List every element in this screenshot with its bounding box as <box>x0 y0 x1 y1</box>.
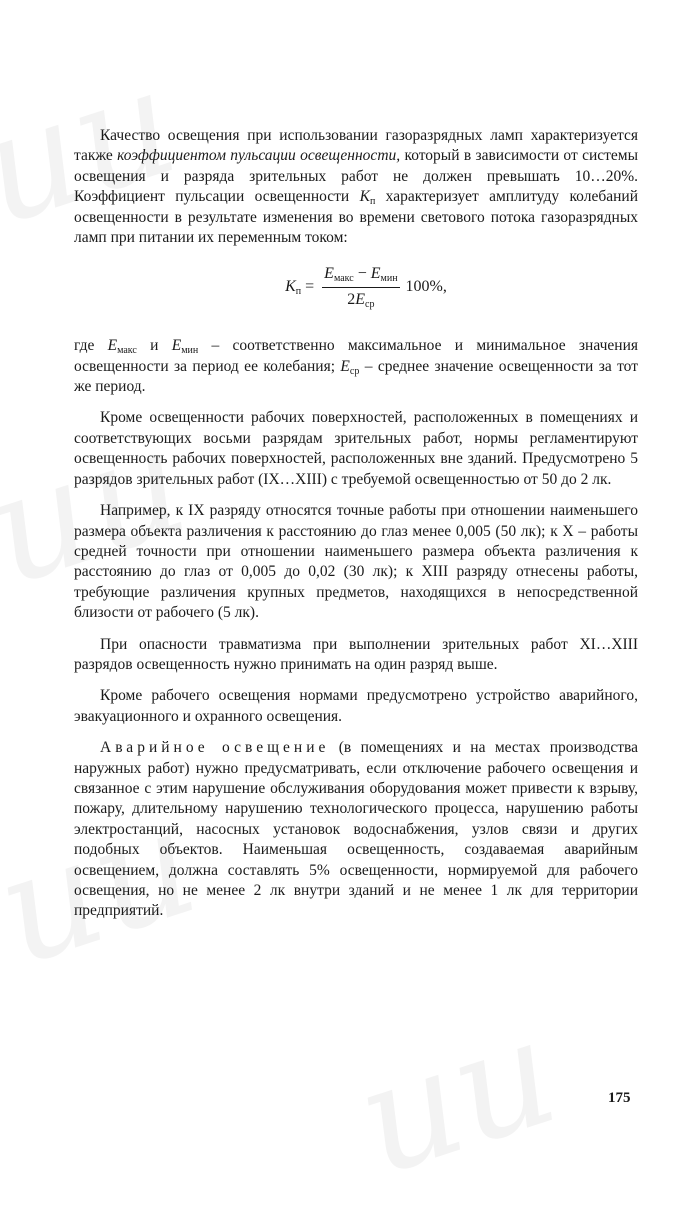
formula-percent: 100%, <box>405 278 447 296</box>
paragraph-lighting-types: Кроме рабочего освещения нормами предусмотрено устройство аварийного, эвакуационного и охранного освещения. <box>74 687 638 725</box>
text: – соответственно максимальное и минимальное значения освещенности за период ее колебания; <box>74 337 638 375</box>
symbol-subscript: мин <box>181 345 199 357</box>
text: (в помещениях и на местах производства наружных работ) нужно предусматривать, если отключение рабочего освещения и связанное с этим нарушение обслуживания оборудования может привести к взрыву, пожару, длительному нарушению технологического процесса, нарушению работы электростанций, насосных установок водоснабжения, узлов связи и других подобных объектов. Наименьшая освещенность, создаваемая аварийным освещением, должна составлять 5% освещенности, нормируемой для рабочего освещения, но не менее 2 лк внутри зданий и не менее 1 лк для территории предприятий. <box>74 739 638 920</box>
formula-subscript: макс <box>333 273 354 285</box>
text: – среднее значение освещенности за тот же период. <box>74 357 638 396</box>
watermark-mark <box>338 984 576 1209</box>
term-pulsation-coefficient: коэффициентом пульсации освещенности, <box>117 147 401 165</box>
page-body <box>74 126 638 922</box>
formula-equals: = <box>301 278 319 296</box>
symbol-subscript: п <box>369 196 376 208</box>
symbol-subscript: макс <box>117 345 137 357</box>
text: характеризует амплитуду колебаний освещенности в результате изменения во времени светового потока газоразрядных ламп при питании их переменным током: <box>74 188 638 247</box>
formula-numerator <box>322 264 399 287</box>
paragraph-pulsation <box>74 126 638 248</box>
formula-e-min: E <box>370 265 381 283</box>
formula-e-max: E <box>324 265 334 283</box>
text: Качество освещения при использовании газоразрядных ламп характеризуется также <box>74 127 638 165</box>
formula-coefficient: 2 <box>347 290 356 308</box>
paragraph-formula-legend <box>74 336 638 397</box>
formula-lhs <box>285 277 301 297</box>
symbol-e: E <box>340 357 350 375</box>
paragraph-injury-hazard: При опасности травматизма при выполнении зрительных работ XI…XIII разрядов освещенность нужно принимать на один разряд выше. <box>74 635 638 673</box>
text: где <box>74 337 108 355</box>
formula-k-subscript: п <box>295 286 302 298</box>
paragraph-emergency-lighting <box>74 738 638 922</box>
page-number: 175 <box>608 1090 631 1106</box>
paragraph-examples: Например, к IX разряду относятся точные работы при отношении наименьшего размера объекта различения к расстоянию до глаз менее 0,005 (50 лк); к X – работы средней точности при отношении наименьшего размера объекта различения к расстоянию до глаз от 0,005 до 0,02 (30 лк); к XIII разряду отнесены работы, требующие различения крупных предметов, находящихся в непосредственной близости от рабочего (5 лк). <box>74 502 638 622</box>
formula-minus: − <box>353 265 371 283</box>
text: и <box>136 337 172 355</box>
formula-subscript: мин <box>380 273 398 285</box>
paragraph-outdoor-norms: Кроме освещенности рабочих поверхностей, расположенных в помещениях и соответствующих восьми разрядам зрительных работ, нормы регламентируют освещенность рабочих поверхностей, расположенных вне зданий. Предусмотрено 5 разрядов зрительных работ (IX…XIII) с требуемой освещенностью от 50 до 2 лк. <box>74 409 638 488</box>
symbol-subscript: ср <box>349 365 360 377</box>
pulsation-formula <box>94 264 638 310</box>
formula-k: K <box>285 278 296 296</box>
formula-denominator <box>347 288 374 310</box>
formula-e-avg: E <box>355 290 366 308</box>
term-emergency-lighting: Аварийное освещение <box>100 739 330 757</box>
formula-subscript: ср <box>365 298 375 310</box>
text: который в зависимости от системы освещения и разряда зрительных работ не должен превышать 10…20%. Коэффициент пульсации освещенности <box>74 147 638 206</box>
formula-fraction <box>322 264 399 310</box>
symbol-e: E <box>171 337 182 355</box>
symbol-k: K <box>359 188 370 206</box>
symbol-e: E <box>107 337 118 355</box>
